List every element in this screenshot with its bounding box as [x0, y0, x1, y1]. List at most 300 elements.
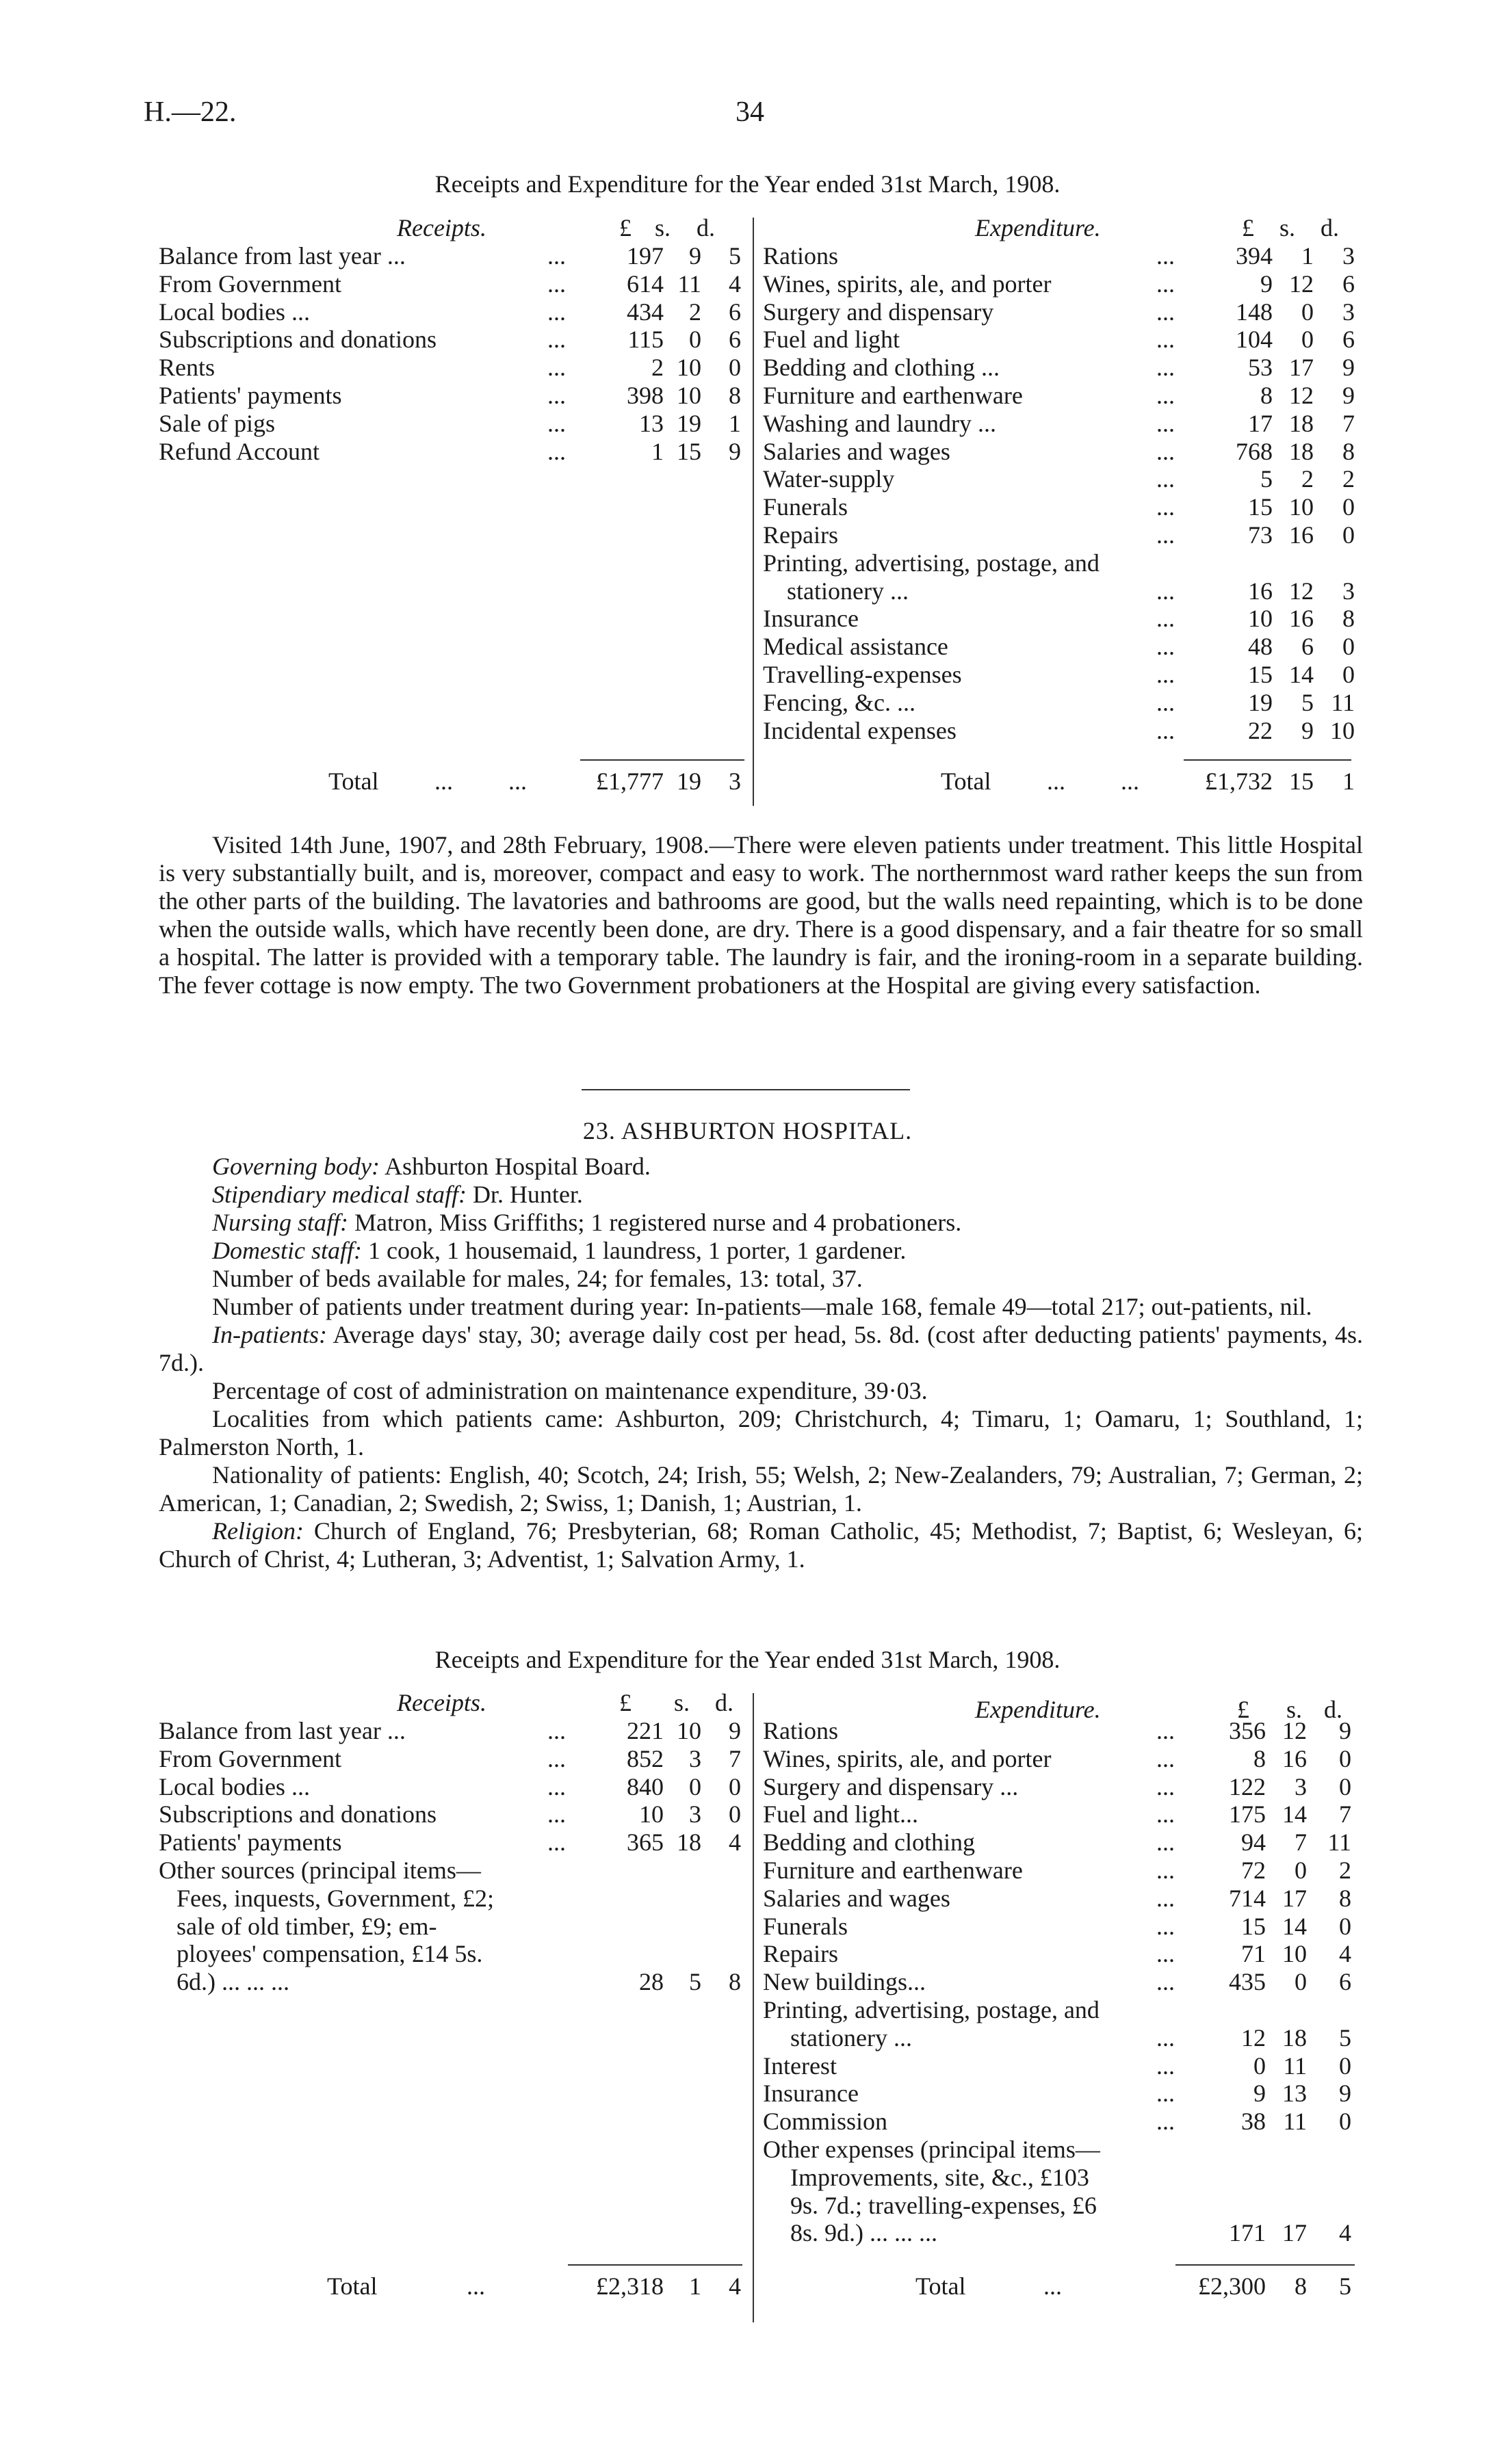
receipt-row-pounds: 434 [627, 298, 664, 326]
receipt-row-leader-dots: ... [547, 242, 566, 270]
info-line-text: Percentage of cost of administration on maintenance expenditure, 39·03. [212, 1377, 928, 1404]
expenditure-row-shillings: 11 [1283, 2052, 1307, 2080]
expenditure-row-label: Funerals [763, 1912, 848, 1940]
expenditure-row-pence: 7 [1342, 409, 1355, 437]
receipts-heading: Receipts. [397, 214, 486, 241]
info-line-label: In-patients: [212, 1321, 327, 1348]
expenditure-row-pounds: 8 [1253, 1744, 1266, 1772]
expenditure-total-pence: 1 [1342, 768, 1355, 795]
expenditure-row-shillings: 0 [1301, 326, 1314, 354]
expenditure-row-shillings: 14 [1282, 1912, 1307, 1940]
expenditure-row-pence: 6 [1342, 270, 1355, 298]
expenditure-row-shillings: 14 [1282, 1800, 1307, 1829]
expenditure-row-pounds: 53 [1248, 354, 1273, 382]
receipt-row-label: Refund Account [159, 437, 320, 465]
expenditure-row-leader-dots: ... [1156, 493, 1175, 521]
page-number: 34 [736, 96, 764, 128]
expenditure-row-leader-dots: ... [1156, 521, 1175, 549]
receipt-row-leader-dots: ... [547, 1772, 566, 1800]
expenditure-row-label: Other expenses (principal items— [763, 2136, 1100, 2163]
shillings-column-head: s. [674, 1689, 690, 1716]
expenditure-total-label: Total [941, 768, 991, 795]
receipt-row-pence: 6 [729, 326, 741, 354]
info-line-label: Religion: [212, 1517, 304, 1545]
expenditure-row-leader-dots: ... [1156, 1717, 1175, 1744]
expenditure-total-pounds: £2,300 [1198, 2272, 1266, 2300]
expenditure-row-shillings: 13 [1282, 2080, 1307, 2108]
expenditure-row-leader-dots: ... [1156, 2023, 1175, 2052]
expenditure-row-leader-dots: ... [1156, 409, 1175, 437]
receipt-row-pounds: 1 [651, 437, 664, 465]
expenditure-row-leader-dots: ... [1156, 326, 1175, 354]
receipts-total-pounds: £1,777 [596, 768, 664, 795]
expenditure-row-shillings: 12 [1289, 382, 1314, 409]
receipt-row-label: Rents [159, 354, 216, 382]
expenditure-row-leader-dots: ... [1156, 1744, 1175, 1772]
expenditure-row-pence: 3 [1342, 298, 1355, 326]
receipt-row-leader-dots: ... [547, 270, 566, 298]
receipt-row-pence: 1 [729, 409, 741, 437]
expenditure-row-pounds: 94 [1241, 1829, 1266, 1857]
receipt-row-pounds: 852 [627, 1744, 664, 1772]
expenditure-row-shillings: 11 [1283, 2108, 1307, 2136]
title-and-word: and [525, 1646, 562, 1673]
expenditure-row-label: Furniture and earthenware [763, 382, 1023, 409]
receipts-total-shillings: 19 [677, 768, 701, 795]
expenditure-row-pence: 0 [1342, 661, 1355, 688]
title-rest: for the Year ended 31st March, 1908. [694, 170, 1061, 198]
expenditure-row-shillings: 18 [1289, 437, 1314, 465]
expenditure-row-leader-dots: ... [1156, 577, 1175, 605]
expenditure-row-shillings: 18 [1289, 409, 1314, 437]
expenditure-row-shillings: 12 [1289, 577, 1314, 605]
expenditure-row-shillings: 5 [1301, 688, 1314, 716]
info-line-text: Matron, Miss Griffiths; 1 registered nurse and 4 probationers. [354, 1209, 962, 1236]
expenditure-row-shillings: 3 [1295, 1772, 1307, 1800]
expenditure-row-pence: 0 [1339, 1912, 1351, 1940]
expenditure-row-leader-dots: ... [1156, 270, 1175, 298]
expenditure-row-leader-dots: ... [1156, 437, 1175, 465]
expenditure-row-pence: 0 [1339, 2052, 1351, 2080]
expenditure-row-leader-dots: ... [1156, 605, 1175, 633]
expenditure-row-leader-dots: ... [1156, 1884, 1175, 1912]
receipts-total-rule [580, 759, 744, 761]
title-rest: for the Year ended 31st March, 1908. [694, 1646, 1061, 1673]
receipt-row-leader-dots: ... [547, 382, 566, 409]
expenditure-row-shillings: 17 [1282, 1884, 1307, 1912]
expenditure-row-label: Interest [763, 2052, 837, 2080]
expenditure-row-label: Fencing, &c. ... [763, 688, 915, 716]
info-line-text: Ashburton Hospital Board. [384, 1153, 651, 1180]
receipt-row-pounds: 221 [627, 1717, 664, 1744]
receipt-row-shillings: 11 [677, 270, 701, 298]
expenditure-row-pence: 4 [1339, 2219, 1351, 2247]
table-2-divider [753, 1693, 754, 2322]
expenditure-row-pence: 9 [1339, 2080, 1351, 2108]
expenditure-row-pounds: 104 [1236, 326, 1273, 354]
expenditure-row-pounds: 48 [1248, 633, 1273, 661]
receipt-row-pence: 6 [729, 298, 741, 326]
expenditure-row-leader-dots: ... [1156, 354, 1175, 382]
expenditure-row-shillings: 10 [1289, 493, 1314, 521]
expenditure-row-pounds: 15 [1248, 661, 1273, 688]
receipt-row-pounds: 840 [627, 1772, 664, 1800]
info-line-text: Nationality of patients: English, 40; Scotch, 24; Irish, 55; Welsh, 2; New-Zealanders, 79; Australian, 7; German, 2; American, 1; Canadian, 2; Swedish, 2; Swiss, 1; Danish, 1; Austrian, 1. [159, 1461, 1363, 1517]
expenditure-row-pounds: 73 [1248, 521, 1273, 549]
receipt-row-shillings: 0 [689, 326, 701, 354]
receipt-row-leader-dots: ... [547, 409, 566, 437]
expenditure-row-pounds: 8 [1260, 382, 1273, 409]
expenditure-row-pence: 3 [1342, 242, 1355, 270]
expenditure-row-leader-dots: ... [1156, 688, 1175, 716]
receipt-row-leader-dots: ... [547, 354, 566, 382]
expenditure-row-shillings: 17 [1289, 354, 1314, 382]
receipts-total-pounds: £2,318 [596, 2272, 664, 2300]
expenditure-row-shillings: 0 [1301, 298, 1314, 326]
expenditure-row-pence: 11 [1331, 688, 1355, 716]
expenditure-row-leader-dots: ... [1156, 465, 1175, 493]
receipt-row-shillings: 10 [677, 382, 701, 409]
expenditure-row-label: Rations [763, 242, 839, 270]
expenditure-row-label: Salaries and wages [763, 1884, 950, 1912]
receipt-row-leader-dots: ... [547, 326, 566, 354]
expenditure-total-dots: ... ... [1047, 768, 1139, 795]
info-line-label: Domestic staff: [212, 1237, 362, 1264]
expenditure-total-shillings: 8 [1295, 2272, 1307, 2300]
receipts-total-dots: ... [467, 2272, 485, 2300]
receipt-row-pence: 9 [729, 1717, 741, 1744]
expenditure-row-pounds: 38 [1241, 2108, 1266, 2136]
receipt-row-label: sale of old timber, £9; em- [177, 1912, 437, 1940]
expenditure-row-pounds: 148 [1236, 298, 1273, 326]
expenditure-row-shillings: 16 [1282, 1744, 1307, 1772]
expenditure-row-pounds: 10 [1248, 605, 1273, 633]
table-1-divider [753, 218, 754, 806]
visit-report-paragraph [159, 831, 1363, 999]
exp-shillings-column-head: s. [1286, 1696, 1303, 1723]
expenditure-row-leader-dots: ... [1156, 2108, 1175, 2136]
expenditure-row-pounds: 16 [1248, 577, 1273, 605]
info-line-text: Church of England, 76; Presbyterian, 68; Roman Catholic, 45; Methodist, 7; Baptist, 6; Wesleyan, 6; Church of Christ, 4; Lutheran, 3; Adventist, 1; Salvation Army, 1. [159, 1517, 1364, 1573]
expenditure-row-pence: 8 [1339, 1884, 1351, 1912]
expenditure-total-label: Total [915, 2272, 966, 2300]
expenditure-row-pence: 9 [1342, 382, 1355, 409]
expenditure-total-pounds: £1,732 [1205, 768, 1273, 795]
pence-column-head: d. [715, 1689, 733, 1716]
expenditure-row-label: Commission [763, 2108, 888, 2136]
exp-shillings-column-head: s. [1279, 214, 1296, 241]
receipt-row-leader-dots: ... [547, 437, 566, 465]
expenditure-row-pence: 0 [1342, 493, 1355, 521]
receipts-total-label: Total [327, 2272, 378, 2300]
expenditure-row-leader-dots: ... [1156, 633, 1175, 661]
expenditure-total-dots: ... [1043, 2272, 1062, 2300]
expenditure-row-label: Rations [763, 1717, 839, 1744]
expenditure-row-pounds: 15 [1241, 1912, 1266, 1940]
receipt-row-label: Local bodies ... [159, 1772, 310, 1800]
receipt-row-label: Other sources (principal items— [159, 1857, 481, 1884]
expenditure-row-shillings: 18 [1282, 2023, 1307, 2052]
expenditure-row-label: Fuel and light [763, 326, 900, 354]
expenditure-row-label: Furniture and earthenware [763, 1857, 1023, 1884]
expenditure-row-shillings: 16 [1289, 605, 1314, 633]
receipt-row-pounds: 2 [651, 354, 664, 382]
expenditure-row-pence: 8 [1342, 437, 1355, 465]
info-line-label: Stipendiary medical staff: [212, 1181, 467, 1208]
receipt-row-pounds: 13 [639, 409, 664, 437]
expenditure-row-pounds: 12 [1241, 2023, 1266, 2052]
receipts-total-pence: 4 [729, 2272, 741, 2300]
receipt-row-pounds: 115 [627, 326, 664, 354]
receipt-row-shillings: 3 [689, 1800, 701, 1829]
receipt-row-pounds: 10 [639, 1800, 664, 1829]
expenditure-row-shillings: 14 [1289, 661, 1314, 688]
expenditure-row-label: Printing, advertising, postage, and [763, 549, 1100, 577]
expenditure-row-label: Bedding and clothing [763, 1829, 975, 1857]
expenditure-row-shillings: 0 [1295, 1857, 1307, 1884]
info-line [159, 1517, 1363, 1573]
expenditure-row-leader-dots: ... [1156, 2052, 1175, 2080]
receipt-row-shillings: 0 [689, 1772, 701, 1800]
expenditure-row-label: Water-supply [763, 465, 895, 493]
expenditure-row-label: stationery ... [790, 2023, 912, 2052]
receipt-row-shillings: 10 [677, 1717, 701, 1744]
expenditure-row-label: Fuel and light... [763, 1800, 918, 1829]
receipt-row-shillings: 10 [677, 354, 701, 382]
info-line-text: 1 cook, 1 housemaid, 1 laundress, 1 porter, 1 gardener. [367, 1237, 907, 1264]
receipt-row-shillings: 19 [677, 409, 701, 437]
exp-pounds-column-head: £ [1242, 214, 1254, 241]
expenditure-row-pounds: 19 [1248, 688, 1273, 716]
receipt-row-pence: 4 [729, 1829, 741, 1857]
expenditure-row-pence: 3 [1342, 577, 1355, 605]
receipt-row-pence: 0 [729, 1800, 741, 1829]
expenditure-total-pence: 5 [1339, 2272, 1351, 2300]
expenditure-row-pounds: 714 [1229, 1884, 1266, 1912]
receipt-row-shillings: 9 [689, 242, 701, 270]
receipt-row-label: From Government [159, 1744, 341, 1772]
expenditure-row-pence: 0 [1339, 1772, 1351, 1800]
expenditure-row-label: Repairs [763, 521, 838, 549]
expenditure-row-shillings: 2 [1301, 465, 1314, 493]
info-line [159, 1321, 1363, 1377]
expenditure-row-pounds: 17 [1248, 409, 1273, 437]
info-line-text: Average days' stay, 30; average daily cost per head, 5s. 8d. (cost after deducting patients' payments, 4s. 7d.). [159, 1321, 1363, 1376]
receipt-row-leader-dots: ... [547, 1744, 566, 1772]
expenditure-row-leader-dots: ... [1156, 2080, 1175, 2108]
expenditure-row-label: Washing and laundry ... [763, 409, 997, 437]
expenditure-row-label: 9s. 7d.; travelling-expenses, £6 [790, 2191, 1097, 2219]
receipts-heading: Receipts. [397, 1689, 486, 1716]
info-line-label: Governing body: [212, 1153, 380, 1180]
expenditure-row-pence: 2 [1342, 465, 1355, 493]
expenditure-row-pence: 6 [1342, 326, 1355, 354]
receipt-row-leader-dots: ... [547, 1800, 566, 1829]
receipt-row-pence: 8 [729, 1968, 741, 1996]
expenditure-row-pounds: 72 [1241, 1857, 1266, 1884]
expenditure-row-shillings: 0 [1295, 1968, 1307, 1996]
pence-column-head: d. [697, 214, 715, 241]
expenditure-row-label: 8s. 9d.) ... ... ... [790, 2219, 937, 2247]
expenditure-row-label: Printing, advertising, postage, and [763, 1996, 1100, 2023]
hospital-info-block [159, 1153, 1363, 1573]
receipt-row-label: 6d.) ... ... ... [177, 1968, 289, 1996]
receipt-row-label: Patients' payments [159, 382, 342, 409]
receipt-row-pence: 5 [729, 242, 741, 270]
receipt-row-pence: 8 [729, 382, 741, 409]
receipt-row-pounds: 365 [627, 1829, 664, 1857]
pounds-column-head: £ [619, 214, 632, 241]
expenditure-row-shillings: 6 [1301, 633, 1314, 661]
receipt-row-leader-dots: ... [547, 1829, 566, 1857]
expenditure-total-rule [1184, 759, 1351, 761]
expenditure-row-pounds: 175 [1229, 1800, 1266, 1829]
shillings-column-head: s. [655, 214, 671, 241]
receipt-row-label: Balance from last year ... [159, 1717, 406, 1744]
expenditure-row-shillings: 12 [1282, 1717, 1307, 1744]
receipt-row-pence: 9 [729, 437, 741, 465]
expenditure-row-pounds: 394 [1236, 242, 1273, 270]
expenditure-row-pence: 2 [1339, 1857, 1351, 1884]
info-line [159, 1237, 1363, 1265]
expenditure-row-pounds: 15 [1248, 493, 1273, 521]
expenditure-row-pence: 10 [1330, 716, 1355, 744]
receipt-row-pounds: 28 [639, 1968, 664, 1996]
visit-report-text: Visited 14th June, 1907, and 28th February, 1908.—There were eleven patients under treatment. This little Hospital is very substantially built, and is, moreover, compact and easy to work. The northernmost ward rather keeps the sun from the other parts of the building. The lavatories and bathrooms are good, but the walls need repainting, which is to be done when the outside walls, which have recently been done, are dry. There is a good dispensary, and a fair theatre for so small a hospital. The latter is provided with a temporary table. The laundry is fair, and the ironing-room in a separate building. The fever cottage is now empty. The two Government probationers at the Hospital are giving every satisfaction. [159, 831, 1363, 999]
expenditure-row-label: Incidental expenses [763, 716, 957, 744]
expenditure-row-label: Funerals [763, 493, 848, 521]
expenditure-row-label: Wines, spirits, ale, and porter [763, 1744, 1052, 1772]
expenditure-row-pence: 9 [1342, 354, 1355, 382]
receipt-row-pounds: 398 [627, 382, 664, 409]
table-2-title [0, 1645, 1495, 1674]
expenditure-row-label: Bedding and clothing ... [763, 354, 1000, 382]
expenditure-row-pounds: 435 [1229, 1968, 1266, 1996]
receipt-row-leader-dots: ... [547, 298, 566, 326]
expenditure-row-label: Surgery and dispensary [763, 298, 994, 326]
receipt-row-label: Patients' payments [159, 1829, 342, 1857]
receipt-row-label: Local bodies ... [159, 298, 310, 326]
page-reference: H.—22. [144, 96, 237, 128]
expenditure-row-shillings: 17 [1282, 2219, 1307, 2247]
receipt-row-pounds: 197 [627, 242, 664, 270]
receipts-total-label: Total [328, 768, 379, 795]
expenditure-row-label: Improvements, site, &c., £103 [790, 2163, 1089, 2191]
title-receipts-word: Receipts [434, 170, 520, 198]
receipt-row-pence: 4 [729, 270, 741, 298]
info-line-text: Number of patients under treatment during year: In-patients—male 168, female 49—total 217; out-patients, nil. [212, 1293, 1312, 1320]
expenditure-row-label: Repairs [763, 1940, 838, 1968]
expenditure-row-pounds: 356 [1229, 1717, 1266, 1744]
expenditure-row-pence: 11 [1327, 1829, 1351, 1857]
receipt-row-pounds: 614 [627, 270, 664, 298]
expenditure-row-shillings: 16 [1289, 521, 1314, 549]
expenditure-row-pounds: 122 [1229, 1772, 1266, 1800]
info-line [159, 1181, 1363, 1209]
expenditure-row-label: Insurance [763, 605, 859, 633]
expenditure-total-rule [1175, 2264, 1355, 2266]
receipt-row-pence: 7 [729, 1744, 741, 1772]
expenditure-total-shillings: 15 [1289, 768, 1314, 795]
receipt-row-label: Fees, inquests, Government, £2; [177, 1884, 494, 1912]
expenditure-row-label: Salaries and wages [763, 437, 950, 465]
expenditure-row-leader-dots: ... [1156, 661, 1175, 688]
section-divider-rule [582, 1089, 910, 1090]
receipt-row-shillings: 18 [677, 1829, 701, 1857]
title-expenditure-word: Expenditure [567, 170, 688, 198]
expenditure-row-shillings: 1 [1301, 242, 1314, 270]
expenditure-row-shillings: 9 [1301, 716, 1314, 744]
expenditure-row-label: Surgery and dispensary ... [763, 1772, 1019, 1800]
expenditure-row-pounds: 5 [1260, 465, 1273, 493]
expenditure-row-shillings: 10 [1282, 1940, 1307, 1968]
expenditure-row-pounds: 0 [1253, 2052, 1266, 2080]
title-expenditure-word: Expenditure [567, 1646, 688, 1673]
receipt-row-label: Sale of pigs [159, 409, 275, 437]
expenditure-row-leader-dots: ... [1156, 1857, 1175, 1884]
expenditure-row-label: New buildings... [763, 1968, 926, 1996]
expenditure-row-pence: 0 [1339, 2108, 1351, 2136]
receipt-row-label: Subscriptions and donations [159, 1800, 437, 1829]
info-line [159, 1293, 1363, 1321]
receipt-row-pence: 0 [729, 1772, 741, 1800]
expenditure-row-leader-dots: ... [1156, 1968, 1175, 1996]
info-line-label: Nursing staff: [212, 1209, 349, 1236]
expenditure-row-leader-dots: ... [1156, 1772, 1175, 1800]
receipt-row-label: Subscriptions and donations [159, 326, 437, 354]
receipts-total-pence: 3 [729, 768, 741, 795]
title-receipts-word: Receipts [434, 1646, 520, 1673]
expenditure-row-pence: 8 [1342, 605, 1355, 633]
table-1-title [0, 170, 1495, 198]
expenditure-row-pence: 9 [1339, 1717, 1351, 1744]
expenditure-row-pence: 0 [1339, 1744, 1351, 1772]
expenditure-row-label: Wines, spirits, ale, and porter [763, 270, 1052, 298]
info-line-text: Localities from which patients came: Ashburton, 209; Christchurch, 4; Timaru, 1; Oamaru, 1; Southland, 1; Palmerston North, 1. [159, 1405, 1363, 1460]
expenditure-row-pounds: 768 [1236, 437, 1273, 465]
receipt-row-label: Balance from last year ... [159, 242, 406, 270]
expenditure-row-leader-dots: ... [1156, 716, 1175, 744]
expenditure-row-leader-dots: ... [1156, 1940, 1175, 1968]
expenditure-heading: Expenditure. [975, 1696, 1101, 1723]
expenditure-row-leader-dots: ... [1156, 242, 1175, 270]
expenditure-row-leader-dots: ... [1156, 1912, 1175, 1940]
section-title: 23. ASHBURTON HOSPITAL. [582, 1117, 913, 1144]
expenditure-row-leader-dots: ... [1156, 382, 1175, 409]
receipt-row-shillings: 2 [689, 298, 701, 326]
info-line-text: Dr. Hunter. [472, 1181, 583, 1208]
receipt-row-label: ployees' compensation, £14 5s. [177, 1940, 483, 1968]
expenditure-row-label: Insurance [763, 2080, 859, 2108]
receipt-row-leader-dots: ... [547, 1717, 566, 1744]
info-line [159, 1265, 1363, 1293]
expenditure-row-pounds: 22 [1248, 716, 1273, 744]
expenditure-row-pence: 0 [1342, 633, 1355, 661]
expenditure-row-shillings: 12 [1289, 270, 1314, 298]
receipts-total-shillings: 1 [689, 2272, 701, 2300]
expenditure-row-label: Travelling-expenses [763, 661, 962, 688]
info-line [159, 1405, 1363, 1461]
info-line [159, 1461, 1363, 1517]
expenditure-row-pence: 5 [1339, 2023, 1351, 2052]
expenditure-row-label: stationery ... [787, 577, 909, 605]
exp-pence-column-head: d. [1324, 1696, 1342, 1723]
receipts-total-rule [568, 2264, 742, 2266]
expenditure-row-leader-dots: ... [1156, 1800, 1175, 1829]
info-line [159, 1153, 1363, 1181]
expenditure-row-pounds: 9 [1253, 2080, 1266, 2108]
info-line-text: Number of beds available for males, 24; for females, 13: total, 37. [212, 1265, 863, 1292]
